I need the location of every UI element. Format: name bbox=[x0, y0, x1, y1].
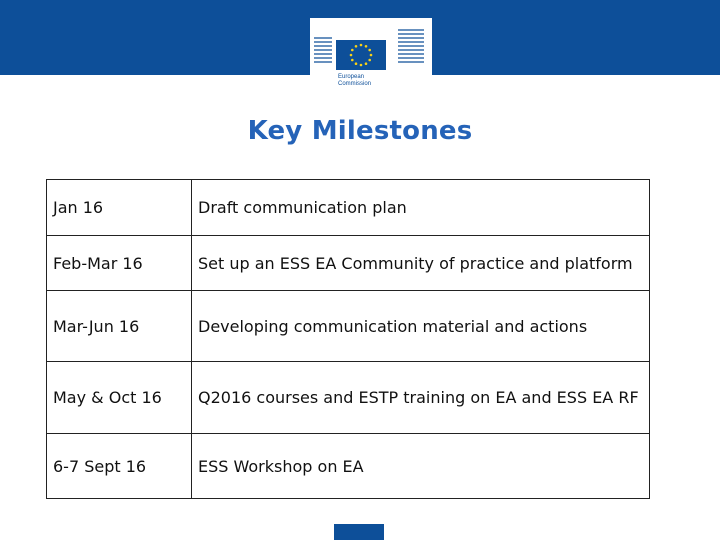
milestone-activity: Q2016 courses and ESTP training on EA and ESS EA RF bbox=[192, 362, 650, 434]
european-commission-logo bbox=[310, 18, 432, 100]
milestone-date: Mar-Jun 16 bbox=[47, 291, 192, 362]
table-row bbox=[47, 291, 650, 362]
logo-line-2: Commission bbox=[338, 81, 372, 87]
milestone-date: Feb-Mar 16 bbox=[47, 236, 192, 291]
page-title: Key Milestones bbox=[247, 116, 473, 146]
milestone-date: May & Oct 16 bbox=[47, 362, 192, 434]
milestone-activity: Set up an ESS EA Community of practice and platform bbox=[192, 236, 650, 291]
table-row bbox=[47, 362, 650, 434]
milestone-activity: Developing communication material and actions bbox=[192, 291, 650, 362]
logo-wordmark bbox=[338, 74, 371, 88]
table-row bbox=[47, 180, 650, 236]
table-row bbox=[47, 236, 650, 291]
logo-line-1: European bbox=[338, 74, 365, 80]
milestone-date: Jan 16 bbox=[47, 180, 192, 236]
milestone-activity: ESS Workshop on EA bbox=[192, 434, 650, 499]
footer-tab bbox=[334, 524, 384, 540]
milestone-date: 6-7 Sept 16 bbox=[47, 434, 192, 499]
milestone-activity: Draft communication plan bbox=[192, 180, 650, 236]
table-row bbox=[47, 434, 650, 499]
milestones-table bbox=[46, 179, 650, 499]
